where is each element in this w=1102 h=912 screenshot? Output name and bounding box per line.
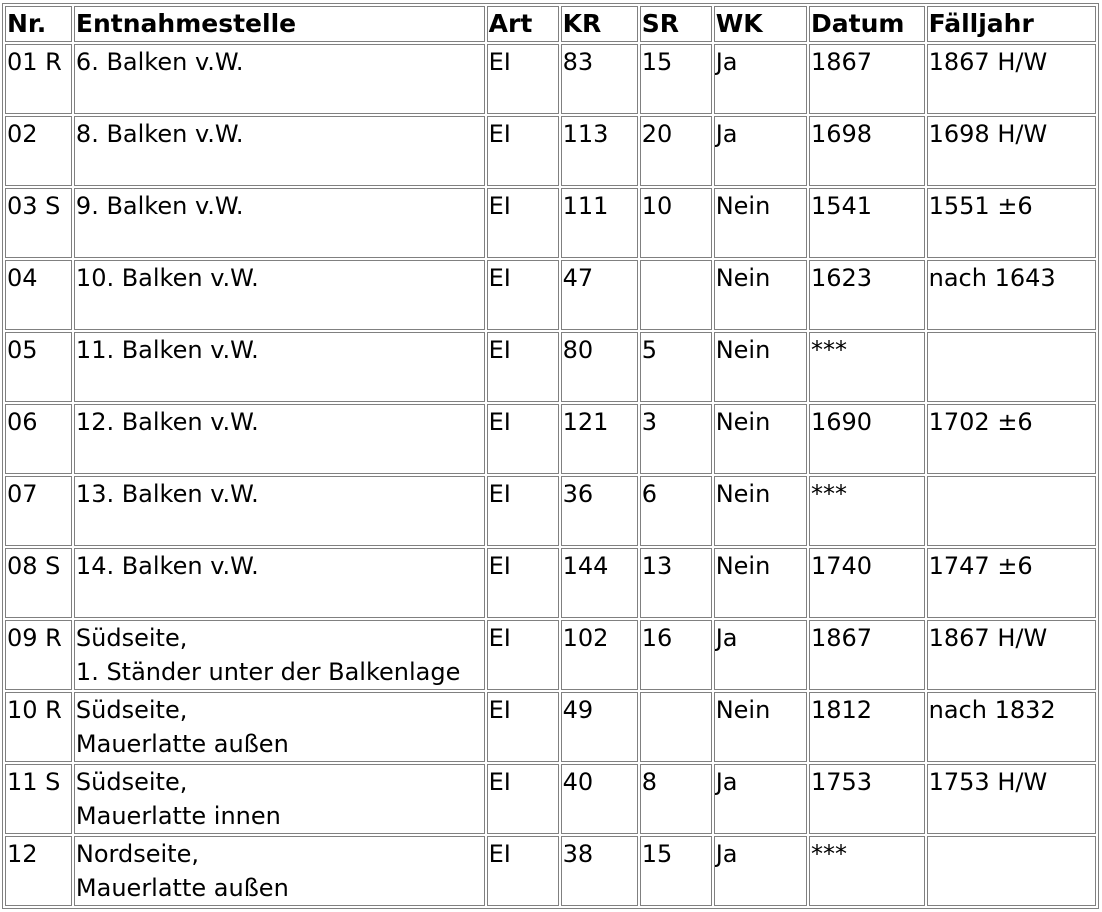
cell-datum: 1541 [809,188,925,258]
cell-art: EI [487,44,559,114]
cell-datum: 1698 [809,116,925,186]
cell-datum: 1867 [809,44,925,114]
cell-art: EI [487,764,559,834]
table-row [5,836,1096,906]
cell-datum: 1867 [809,620,925,690]
cell-sr: 15 [640,836,712,906]
cell-nr: 11 S [5,764,72,834]
table-row [5,764,1096,834]
cell-kr: 49 [561,692,638,762]
location-line: 13. Balken v.W. [75,480,259,508]
cell-faelljahr: 1551 ±6 [927,188,1096,258]
header-wk: WK [714,6,807,42]
cell-art: EI [487,620,559,690]
cell-nr: 05 [5,332,72,402]
location-line: Mauerlatte außen [75,730,289,758]
header-art: Art [487,6,559,42]
cell-wk: Nein [714,188,807,258]
header-kr: KR [561,6,638,42]
table-row [5,44,1096,114]
cell-entnahmestelle [74,764,485,834]
location-line: Südseite, [75,624,188,652]
cell-datum: 1740 [809,548,925,618]
cell-sr [640,692,712,762]
cell-wk: Ja [714,836,807,906]
cell-nr: 02 [5,116,72,186]
location-line: Mauerlatte innen [75,802,281,830]
cell-entnahmestelle [74,404,485,474]
cell-wk: Nein [714,260,807,330]
header-datum: Datum [809,6,925,42]
location-line: 14. Balken v.W. [75,552,259,580]
table-row [5,188,1096,258]
cell-wk: Nein [714,692,807,762]
location-line: Südseite, [75,696,188,724]
cell-datum: 1753 [809,764,925,834]
cell-nr: 07 [5,476,72,546]
cell-entnahmestelle [74,260,485,330]
cell-sr: 3 [640,404,712,474]
cell-sr: 6 [640,476,712,546]
cell-wk: Ja [714,764,807,834]
cell-entnahmestelle [74,548,485,618]
cell-sr: 5 [640,332,712,402]
cell-nr: 03 S [5,188,72,258]
cell-faelljahr: 1747 ±6 [927,548,1096,618]
table-row [5,404,1096,474]
cell-art: EI [487,260,559,330]
cell-wk: Nein [714,404,807,474]
cell-kr: 47 [561,260,638,330]
cell-wk: Ja [714,620,807,690]
header-sr: SR [640,6,712,42]
cell-sr: 15 [640,44,712,114]
cell-sr: 8 [640,764,712,834]
cell-art: EI [487,548,559,618]
cell-entnahmestelle [74,44,485,114]
cell-nr: 08 S [5,548,72,618]
location-line: 12. Balken v.W. [75,408,259,436]
cell-faelljahr [927,476,1096,546]
cell-kr: 36 [561,476,638,546]
cell-art: EI [487,116,559,186]
table-body [5,44,1096,906]
header-entnahmestelle: Entnahmestelle [74,6,485,42]
location-line: Nordseite, [75,840,199,868]
location-line: 10. Balken v.W. [75,264,259,292]
cell-wk: Ja [714,44,807,114]
cell-datum: 1623 [809,260,925,330]
cell-datum: *** [809,836,925,906]
cell-kr: 83 [561,44,638,114]
cell-sr: 16 [640,620,712,690]
cell-art: EI [487,692,559,762]
location-line: 8. Balken v.W. [75,120,244,148]
cell-datum: 1812 [809,692,925,762]
cell-art: EI [487,404,559,474]
cell-entnahmestelle [74,188,485,258]
cell-nr: 06 [5,404,72,474]
header-nr: Nr. [5,6,72,42]
cell-faelljahr [927,332,1096,402]
table-row [5,332,1096,402]
cell-faelljahr: 1702 ±6 [927,404,1096,474]
cell-kr: 38 [561,836,638,906]
cell-nr: 12 [5,836,72,906]
cell-art: EI [487,188,559,258]
cell-nr: 10 R [5,692,72,762]
table-row [5,620,1096,690]
cell-datum: *** [809,476,925,546]
cell-entnahmestelle [74,692,485,762]
cell-sr: 10 [640,188,712,258]
cell-entnahmestelle [74,332,485,402]
location-line: Südseite, [75,768,188,796]
cell-kr: 80 [561,332,638,402]
cell-nr: 04 [5,260,72,330]
location-line: 11. Balken v.W. [75,336,259,364]
location-line: 1. Ständer unter der Balkenlage [75,658,461,686]
cell-art: EI [487,836,559,906]
table-row [5,116,1096,186]
table-row [5,548,1096,618]
header-row [5,6,1096,42]
location-line: 6. Balken v.W. [75,48,244,76]
cell-wk: Nein [714,476,807,546]
cell-entnahmestelle [74,116,485,186]
cell-sr: 13 [640,548,712,618]
cell-faelljahr [927,836,1096,906]
cell-faelljahr: nach 1832 [927,692,1096,762]
cell-kr: 121 [561,404,638,474]
cell-nr: 01 R [5,44,72,114]
cell-sr [640,260,712,330]
cell-wk: Nein [714,332,807,402]
cell-kr: 111 [561,188,638,258]
cell-wk: Nein [714,548,807,618]
cell-datum: 1690 [809,404,925,474]
cell-art: EI [487,476,559,546]
cell-kr: 113 [561,116,638,186]
sample-table [2,3,1099,909]
cell-datum: *** [809,332,925,402]
cell-nr: 09 R [5,620,72,690]
table-row [5,260,1096,330]
cell-faelljahr: 1867 H/W [927,44,1096,114]
cell-faelljahr: 1753 H/W [927,764,1096,834]
cell-kr: 40 [561,764,638,834]
table-row [5,692,1096,762]
cell-entnahmestelle [74,476,485,546]
location-line: 9. Balken v.W. [75,192,244,220]
cell-faelljahr: 1698 H/W [927,116,1096,186]
cell-sr: 20 [640,116,712,186]
cell-wk: Ja [714,116,807,186]
cell-faelljahr: 1867 H/W [927,620,1096,690]
location-line: Mauerlatte außen [75,874,289,902]
cell-kr: 144 [561,548,638,618]
table-row [5,476,1096,546]
cell-entnahmestelle [74,836,485,906]
cell-kr: 102 [561,620,638,690]
cell-faelljahr: nach 1643 [927,260,1096,330]
header-faelljahr: Fälljahr [927,6,1096,42]
cell-art: EI [487,332,559,402]
cell-entnahmestelle [74,620,485,690]
